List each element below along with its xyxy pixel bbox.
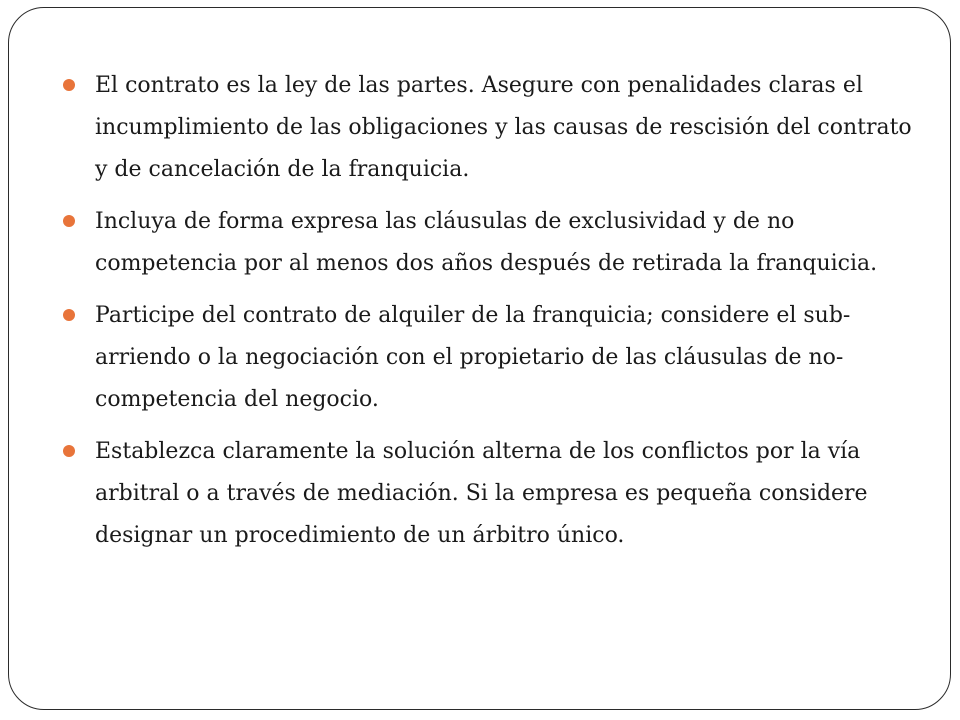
bullet-dot-icon <box>63 79 75 91</box>
bullet-list <box>63 65 923 567</box>
bullet-item <box>63 65 923 191</box>
bullet-dot-icon <box>63 445 75 457</box>
bullet-item <box>63 431 923 557</box>
bullet-text: Participe del contrato de alquiler de la franquicia; considere el sub-arriendo o la negociación con el propietario de las cláusulas de no-competencia del negocio. <box>95 303 851 412</box>
bullet-item <box>63 295 923 421</box>
bullet-dot-icon <box>63 215 75 227</box>
bullet-item <box>63 201 923 285</box>
bullet-text: Incluya de forma expresa las cláusulas de exclusividad y de no competencia por al menos dos años después de retirada la franquicia. <box>95 209 878 276</box>
bullet-text: El contrato es la ley de las partes. Asegure con penalidades claras el incumplimiento de las obligaciones y las causas de rescisión del contrato y de cancelación de la franquicia. <box>95 73 912 182</box>
bullet-text: Establezca claramente la solución alterna de los conflictos por la vía arbitral o a través de mediación. Si la empresa es pequeña considere designar un procedimiento de un árbitro único. <box>95 439 868 548</box>
bullet-dot-icon <box>63 309 75 321</box>
